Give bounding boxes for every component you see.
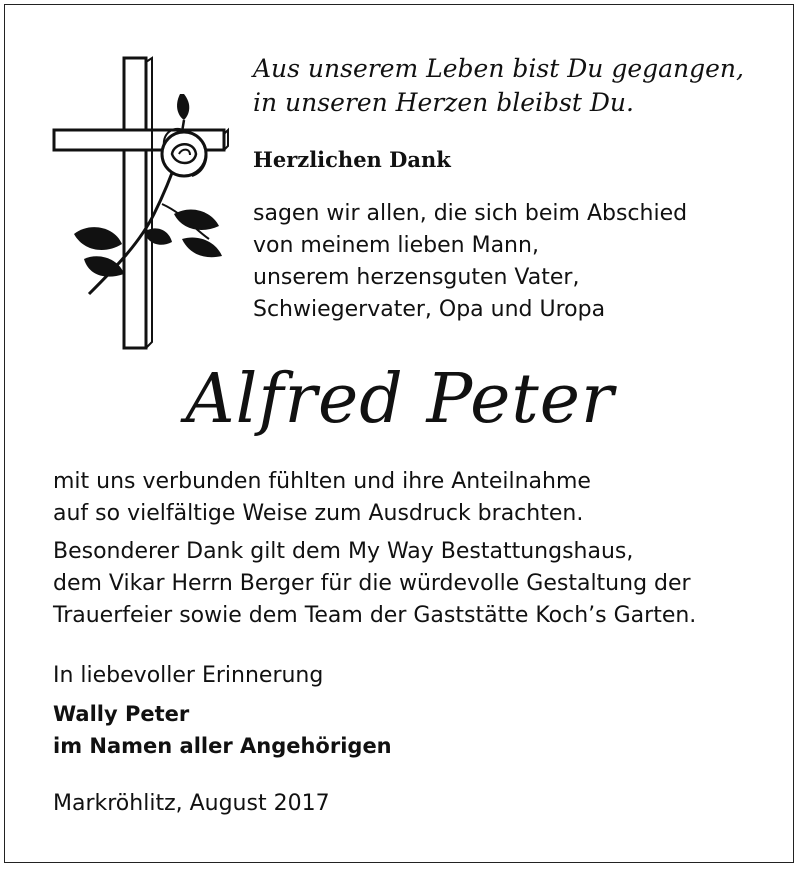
intro-line: von meinem lieben Mann, xyxy=(253,233,539,258)
verse-line-2: in unseren Herzen bleibst Du. xyxy=(253,88,634,117)
body-line: dem Vikar Herrn Berger für die würdevolle Gestaltung der xyxy=(53,571,691,596)
signature xyxy=(53,698,392,762)
verse-line-1: Aus unserem Leben bist Du gegangen, xyxy=(253,54,744,83)
body-line: mit uns verbunden fühlten und ihre Anteilnahme xyxy=(53,469,591,494)
thanks-body xyxy=(53,466,788,632)
body-line: Trauerfeier sowie dem Team der Gaststätte Koch’s Garten. xyxy=(53,603,697,628)
memorial-verse xyxy=(253,52,773,120)
body-line: auf so vielfältige Weise zum Ausdruck brachten. xyxy=(53,501,584,526)
closing-phrase: In liebevoller Erinnerung xyxy=(53,663,324,688)
signature-subline: im Namen aller Angehörigen xyxy=(53,734,392,758)
intro-line: sagen wir allen, die sich beim Abschied xyxy=(253,201,688,226)
intro-line: unserem herzensguten Vater, xyxy=(253,265,580,290)
intro-line: Schwiegervater, Opa und Uropa xyxy=(253,297,606,322)
thanks-title: Herzlichen Dank xyxy=(253,147,451,172)
signature-name: Wally Peter xyxy=(53,702,190,726)
place-and-date: Markröhlitz, August 2017 xyxy=(53,791,330,816)
intro-text xyxy=(253,198,783,326)
cross-with-rose-icon xyxy=(44,54,234,354)
deceased-name: Alfred Peter xyxy=(185,360,615,439)
body-line: Besonderer Dank gilt dem My Way Bestattungshaus, xyxy=(53,539,634,564)
